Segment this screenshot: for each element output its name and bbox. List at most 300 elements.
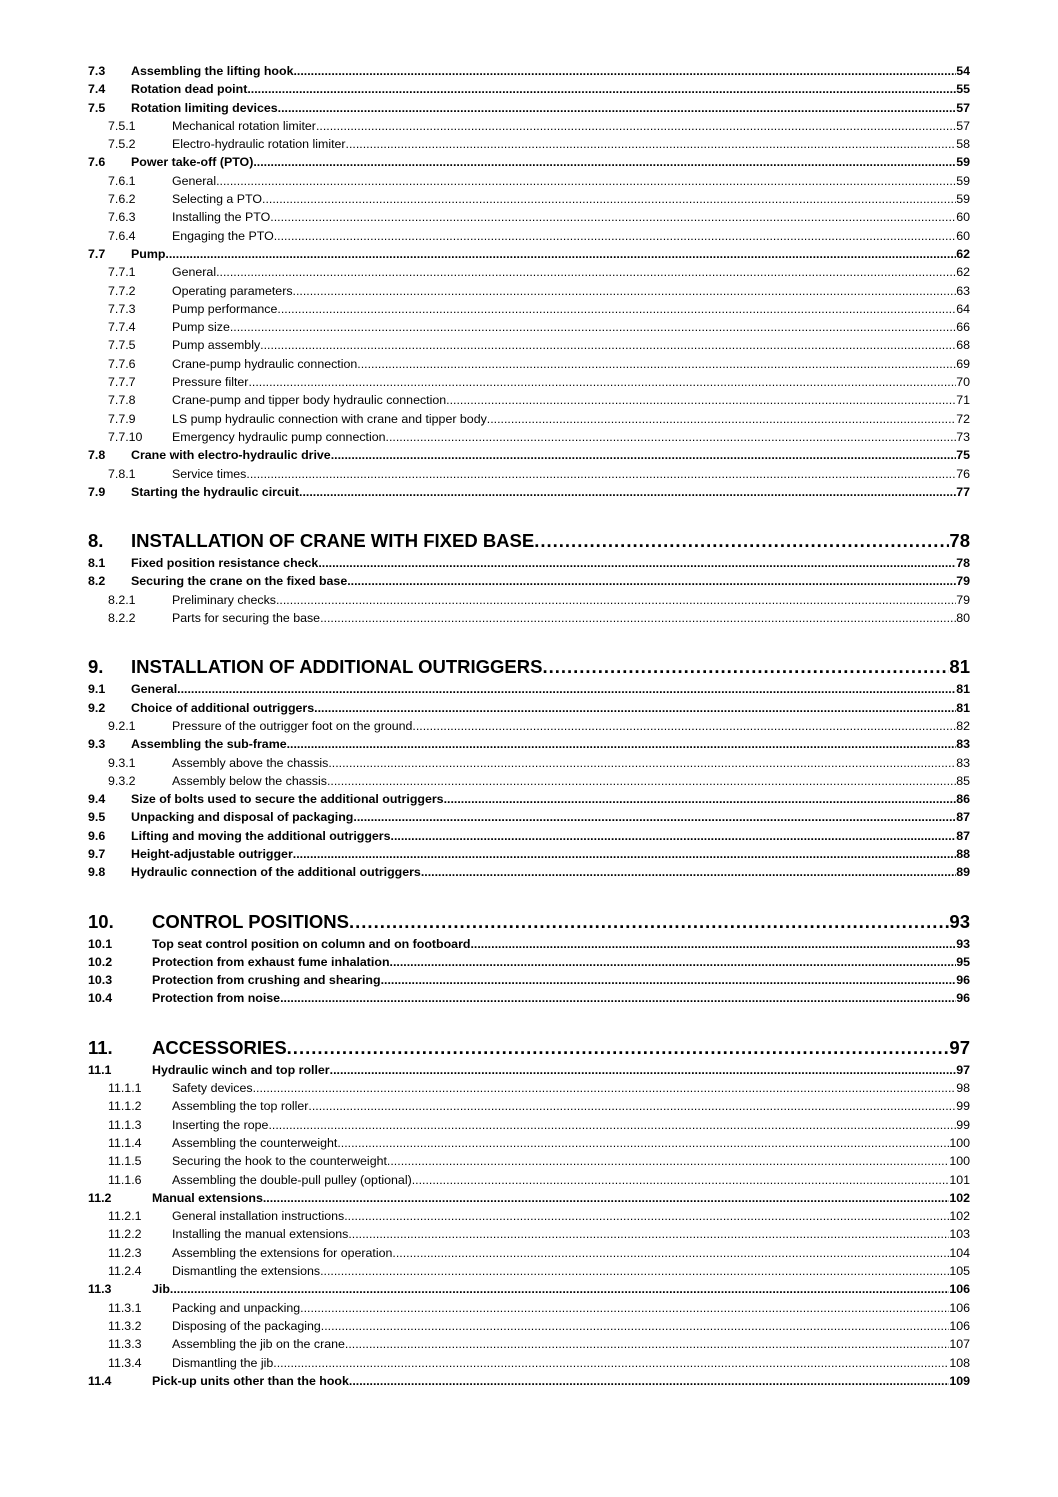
toc-entry-page-number: 59 — [956, 173, 970, 188]
toc-dot-leader — [253, 1081, 957, 1095]
toc-entry-number: 8. — [88, 530, 104, 552]
toc-entry-title: General — [172, 173, 217, 188]
toc-dot-leader — [253, 155, 956, 169]
toc-entry-number: 7.6.3 — [108, 210, 136, 225]
toc-entry-number: 9.1 — [88, 682, 106, 697]
toc-entry-number: 7.6 — [88, 155, 106, 170]
toc-chapter-entry[interactable] — [88, 530, 970, 556]
toc-dot-leader — [260, 338, 956, 352]
toc-dot-leader — [263, 1191, 949, 1205]
toc-entry-number: 10. — [88, 910, 114, 932]
toc-dot-leader — [268, 1118, 956, 1132]
toc-entry-page-number: 87 — [956, 828, 970, 843]
toc-entry-title: Operating parameters — [172, 283, 293, 298]
toc-entry-page-number: 95 — [956, 954, 970, 969]
toc-entry-title: Dismantling the extensions — [172, 1264, 321, 1279]
toc-entry-page-number: 100 — [949, 1154, 970, 1169]
toc-dot-leader — [357, 357, 956, 371]
toc-entry-title: LS pump hydraulic connection with crane and tipper body — [172, 411, 487, 426]
toc-entry-title: Lifting and moving the additional outriggers — [131, 828, 391, 843]
toc-entry-number: 7.8 — [88, 448, 106, 463]
toc-entry-page-number: 89 — [956, 865, 970, 880]
toc-entry-page-number: 108 — [949, 1355, 970, 1370]
toc-entry-number: 7.5 — [88, 100, 106, 115]
toc-subsection-entry[interactable] — [88, 1227, 970, 1245]
toc-entry-number: 11.1.1 — [108, 1081, 142, 1096]
toc-dot-leader — [165, 247, 956, 261]
toc-entry-title: Jib — [152, 1282, 170, 1297]
toc-entry-number: 9.5 — [88, 810, 106, 825]
toc-subsection-entry[interactable] — [88, 412, 970, 430]
toc-entry-title: Crane with electro-hydraulic drive — [131, 448, 331, 463]
toc-entry-number: 10.2 — [88, 954, 113, 969]
toc-dot-leader — [170, 1282, 949, 1296]
toc-entry-number: 11.2 — [88, 1190, 112, 1205]
toc-entry-title: Pump size — [172, 320, 230, 335]
toc-entry-title: Assembling the counterweight — [172, 1135, 338, 1150]
toc-entry-title: Pick-up units other than the hook — [152, 1373, 349, 1388]
toc-entry-title: Pressure of the outrigger foot on the ground — [172, 718, 413, 733]
toc-dot-leader — [348, 1227, 949, 1241]
toc-entry-page-number: 55 — [956, 82, 970, 97]
toc-entry-page-number: 93 — [949, 910, 970, 932]
toc-subsection-entry[interactable] — [88, 1319, 970, 1337]
toc-dot-leader — [353, 810, 956, 824]
toc-entry-number: 8.2.1 — [108, 592, 136, 607]
toc-entry-number: 11. — [88, 1036, 113, 1058]
toc-section-entry[interactable] — [88, 737, 970, 755]
toc-section-entry[interactable] — [88, 64, 970, 82]
toc-entry-number: 7.7 — [88, 246, 106, 261]
toc-section-entry[interactable] — [88, 847, 970, 865]
toc-entry-title: Assembling the lifting hook — [131, 64, 294, 78]
toc-entry-page-number: 87 — [956, 810, 970, 825]
toc-dot-leader — [421, 865, 956, 879]
toc-entry-number: 9.8 — [88, 865, 106, 880]
toc-entry-page-number: 106 — [949, 1318, 970, 1333]
toc-entry-title: INSTALLATION OF ADDITIONAL OUTRIGGERS — [131, 656, 543, 678]
toc-section-entry[interactable] — [88, 829, 970, 847]
toc-entry-title: Assembling the extensions for operation — [172, 1245, 393, 1260]
toc-entry-title: Assembly above the chassis — [172, 755, 329, 770]
toc-dot-leader — [293, 847, 956, 861]
toc-dot-leader — [299, 485, 956, 499]
toc-entry-title: Pump performance — [172, 301, 278, 316]
toc-entry-title: Packing and unpacking — [172, 1300, 301, 1315]
toc-dot-leader — [216, 174, 956, 188]
toc-subsection-entry[interactable] — [88, 756, 970, 774]
toc-entry-title: Unpacking and disposal of packaging — [131, 810, 354, 825]
toc-dot-leader — [349, 1374, 949, 1388]
toc-subsection-entry[interactable] — [88, 1301, 970, 1319]
toc-dot-leader — [318, 556, 956, 570]
toc-entry-title: Manual extensions — [152, 1190, 263, 1205]
toc-entry-title: Safety devices — [172, 1081, 253, 1096]
toc-dot-leader — [287, 737, 957, 751]
toc-section-entry[interactable] — [88, 682, 970, 700]
toc-section-entry[interactable] — [88, 1191, 970, 1209]
toc-dot-leader — [412, 1173, 950, 1187]
toc-dot-leader — [347, 574, 956, 588]
toc-dot-leader — [344, 1209, 949, 1223]
toc-entry-title: Assembling the sub-frame — [131, 737, 287, 752]
toc-section-entry[interactable] — [88, 991, 970, 1009]
toc-entry-number: 8.1 — [88, 556, 106, 571]
toc-entry-title: Pump assembly — [172, 338, 261, 353]
toc-subsection-entry[interactable] — [88, 338, 970, 356]
toc-subsection-entry[interactable] — [88, 284, 970, 302]
toc-entry-page-number: 109 — [949, 1373, 970, 1388]
toc-dot-leader — [300, 1301, 949, 1315]
toc-entry-title: Protection from noise — [152, 991, 281, 1006]
toc-entry-title: Pump — [131, 246, 166, 261]
toc-entry-number: 7.6.2 — [108, 192, 136, 207]
toc-section-entry[interactable] — [88, 101, 970, 119]
toc-entry-title: Protection from crushing and shearing — [152, 973, 381, 988]
toc-subsection-entry[interactable] — [88, 192, 970, 210]
toc-entry-page-number: 54 — [956, 64, 970, 78]
toc-entry-number: 11.1.3 — [108, 1117, 142, 1132]
toc-entry-page-number: 60 — [956, 228, 970, 243]
toc-dot-leader — [276, 593, 956, 607]
toc-subsection-entry[interactable] — [88, 210, 970, 228]
toc-dot-leader — [345, 1337, 949, 1351]
toc-entry-title: Inserting the rope — [172, 1117, 269, 1132]
toc-entry-title: Height-adjustable outrigger — [131, 846, 293, 861]
toc-entry-page-number: 99 — [956, 1117, 970, 1132]
toc-entry-page-number: 86 — [956, 792, 970, 807]
toc-entry-title: CONTROL POSITIONS — [152, 910, 350, 932]
toc-entry-title: Securing the hook to the counterweight — [172, 1154, 387, 1169]
toc-dot-leader — [331, 448, 957, 462]
toc-subsection-entry[interactable] — [88, 1136, 970, 1154]
toc-entry-number: 7.7.8 — [108, 393, 136, 408]
toc-subsection-entry[interactable] — [88, 593, 970, 611]
toc-entry-title: Installing the manual extensions — [172, 1227, 349, 1242]
toc-entry-number: 7.7.5 — [108, 338, 136, 353]
toc-entry-page-number: 83 — [956, 755, 970, 770]
toc-dot-leader — [320, 611, 956, 625]
toc-entry-number: 11.3.1 — [108, 1300, 142, 1315]
toc-entry-number: 7.7.2 — [108, 283, 136, 298]
toc-section-entry[interactable] — [88, 955, 970, 973]
toc-entry-title: Assembling the double-pull pulley (optional) — [172, 1172, 412, 1187]
toc-entry-number: 7.7.3 — [108, 301, 136, 316]
toc-dot-leader — [381, 973, 957, 987]
toc-subsection-entry[interactable] — [88, 1246, 970, 1264]
toc-entry-page-number: 81 — [949, 656, 970, 678]
toc-entry-page-number: 63 — [956, 283, 970, 298]
toc-entry-page-number: 62 — [956, 265, 970, 280]
toc-subsection-entry[interactable] — [88, 393, 970, 411]
toc-dot-leader — [216, 265, 956, 279]
toc-entry-title: Preliminary checks — [172, 592, 276, 607]
toc-entry-title: Assembly below the chassis — [172, 773, 327, 788]
toc-entry-title: Crane-pump and tipper body hydraulic connection — [172, 393, 447, 408]
toc-subsection-entry[interactable] — [88, 1356, 970, 1374]
toc-entry-page-number: 78 — [949, 530, 970, 552]
toc-entry-number: 10.1 — [88, 936, 113, 951]
toc-entry-title: Emergency hydraulic pump connection — [172, 429, 386, 444]
toc-subsection-entry[interactable] — [88, 137, 970, 155]
toc-subsection-entry[interactable] — [88, 1081, 970, 1099]
toc-subsection-entry[interactable] — [88, 357, 970, 375]
toc-entry-page-number: 79 — [956, 592, 970, 607]
toc-section-entry[interactable] — [88, 155, 970, 173]
toc-entry-page-number: 78 — [956, 556, 970, 571]
toc-entry-title: INSTALLATION OF CRANE WITH FIXED BASE — [131, 530, 535, 552]
toc-entry-page-number: 106 — [949, 1300, 970, 1315]
toc-entry-title: Installing the PTO — [172, 210, 271, 225]
toc-dot-leader — [470, 937, 956, 951]
toc-entry-page-number: 98 — [956, 1081, 970, 1096]
toc-chapter-entry[interactable] — [88, 656, 970, 682]
toc-entry-number: 7.9 — [88, 484, 106, 499]
toc-dot-leader — [293, 284, 957, 298]
toc-entry-number: 10.4 — [88, 991, 113, 1006]
toc-entry-title: Rotation dead point — [131, 82, 248, 97]
table-of-contents — [88, 64, 970, 1392]
toc-chapter-entry[interactable] — [88, 1037, 970, 1063]
toc-dot-leader — [444, 792, 957, 806]
toc-dot-leader — [262, 192, 956, 206]
toc-entry-number: 7.5.1 — [108, 118, 136, 133]
toc-entry-title: Parts for securing the base — [172, 611, 321, 626]
toc-dot-leader — [270, 210, 956, 224]
toc-chapter-entry[interactable] — [88, 911, 970, 937]
toc-dot-leader — [446, 393, 956, 407]
toc-entry-page-number: 99 — [956, 1099, 970, 1114]
toc-section-entry[interactable] — [88, 574, 970, 592]
toc-subsection-entry[interactable] — [88, 1154, 970, 1172]
toc-dot-leader — [314, 701, 956, 715]
toc-dot-leader — [293, 64, 956, 78]
toc-dot-leader — [387, 1154, 949, 1168]
toc-subsection-entry[interactable] — [88, 1209, 970, 1227]
toc-entry-page-number: 79 — [956, 574, 970, 589]
toc-entry-number: 7.7.6 — [108, 356, 136, 371]
toc-entry-page-number: 59 — [956, 155, 970, 170]
toc-entry-number: 11.1.5 — [108, 1154, 142, 1169]
toc-entry-number: 11.3.2 — [108, 1318, 142, 1333]
toc-dot-leader — [273, 1356, 949, 1370]
toc-dot-leader — [487, 412, 956, 426]
toc-entry-page-number: 106 — [949, 1282, 970, 1297]
toc-entry-page-number: 70 — [956, 375, 970, 390]
toc-subsection-entry[interactable] — [88, 302, 970, 320]
toc-dot-leader — [349, 911, 949, 933]
toc-entry-number: 9.2.1 — [108, 718, 136, 733]
toc-dot-leader — [534, 530, 949, 552]
toc-section-entry[interactable] — [88, 247, 970, 265]
toc-entry-page-number: 71 — [956, 393, 970, 408]
toc-subsection-entry[interactable] — [88, 1099, 970, 1117]
toc-dot-leader — [392, 1246, 949, 1260]
toc-entry-title: Engaging the PTO — [172, 228, 274, 243]
toc-entry-number: 9.7 — [88, 846, 106, 861]
toc-entry-number: 11.1.6 — [108, 1172, 142, 1187]
toc-dot-leader — [247, 82, 956, 96]
toc-entry-number: 7.7.7 — [108, 375, 136, 390]
toc-entry-page-number: 75 — [956, 448, 970, 463]
toc-subsection-entry[interactable] — [88, 1337, 970, 1355]
toc-entry-title: Starting the hydraulic circuit — [131, 484, 299, 499]
toc-entry-number: 11.1.4 — [108, 1135, 142, 1150]
toc-entry-title: General — [131, 682, 178, 697]
toc-section-entry[interactable] — [88, 973, 970, 991]
toc-entry-number: 7.7.10 — [108, 429, 143, 444]
toc-section-entry[interactable] — [88, 1374, 970, 1392]
toc-dot-leader — [230, 320, 956, 334]
toc-entry-page-number: 59 — [956, 192, 970, 207]
toc-dot-leader — [337, 1136, 949, 1150]
toc-entry-page-number: 58 — [956, 137, 970, 152]
toc-dot-leader — [390, 955, 957, 969]
toc-section-entry[interactable] — [88, 556, 970, 574]
toc-entry-number: 7.4 — [88, 82, 106, 97]
toc-subsection-entry[interactable] — [88, 611, 970, 629]
toc-entry-page-number: 57 — [956, 118, 970, 133]
toc-entry-title: Rotation limiting devices — [131, 100, 278, 115]
toc-entry-page-number: 64 — [956, 301, 970, 316]
toc-entry-number: 9.3.1 — [108, 755, 136, 770]
toc-dot-leader — [278, 101, 957, 115]
toc-entry-title: Crane-pump hydraulic connection — [172, 356, 358, 371]
toc-section-entry[interactable] — [88, 792, 970, 810]
toc-dot-leader — [308, 1099, 956, 1113]
toc-entry-number: 7.7.9 — [108, 411, 136, 426]
toc-subsection-entry[interactable] — [88, 1173, 970, 1191]
toc-entry-page-number: 100 — [949, 1135, 970, 1150]
toc-entry-page-number: 96 — [956, 991, 970, 1006]
toc-subsection-entry[interactable] — [88, 719, 970, 737]
toc-entry-title: Power take-off (PTO) — [131, 155, 254, 170]
toc-entry-number: 11.2.1 — [108, 1209, 142, 1224]
toc-entry-number: 9.6 — [88, 828, 106, 843]
toc-entry-number: 8.2.2 — [108, 611, 136, 626]
toc-subsection-entry[interactable] — [88, 320, 970, 338]
toc-entry-number: 7.7.1 — [108, 265, 136, 280]
toc-subsection-entry[interactable] — [88, 119, 970, 137]
toc-entry-page-number: 72 — [956, 411, 970, 426]
toc-entry-title: Selecting a PTO — [172, 192, 262, 207]
toc-entry-number: 7.5.2 — [108, 137, 136, 152]
toc-entry-number: 11.3.4 — [108, 1355, 142, 1370]
toc-subsection-entry[interactable] — [88, 1264, 970, 1282]
toc-entry-title: Protection from exhaust fume inhalation — [152, 954, 390, 969]
toc-section-entry[interactable] — [88, 1282, 970, 1300]
toc-entry-number: 9.2 — [88, 700, 106, 715]
toc-subsection-entry[interactable] — [88, 1118, 970, 1136]
toc-entry-title: Choice of additional outriggers — [131, 700, 315, 715]
toc-entry-page-number: 57 — [956, 100, 970, 115]
toc-entry-title: General installation instructions — [172, 1209, 345, 1224]
toc-entry-title: Hydraulic winch and top roller — [152, 1062, 330, 1077]
toc-dot-leader — [177, 682, 956, 696]
toc-entry-page-number: 88 — [956, 846, 970, 861]
toc-subsection-entry[interactable] — [88, 229, 970, 247]
toc-entry-number: 7.6.1 — [108, 173, 136, 188]
toc-dot-leader — [320, 1264, 949, 1278]
toc-entry-title: Pressure filter — [172, 375, 249, 390]
toc-entry-number: 7.6.4 — [108, 228, 136, 243]
toc-entry-title: Fixed position resistance check — [131, 556, 319, 571]
toc-dot-leader — [321, 1319, 950, 1333]
toc-entry-title: Hydraulic connection of the additional outriggers — [131, 865, 421, 880]
toc-section-entry[interactable] — [88, 937, 970, 955]
toc-section-entry[interactable] — [88, 485, 970, 503]
toc-entry-title: General — [172, 265, 217, 280]
toc-entry-number: 11.1.2 — [108, 1099, 142, 1114]
toc-entry-title: Assembling the jib on the crane — [172, 1337, 345, 1352]
toc-section-entry[interactable] — [88, 865, 970, 883]
toc-entry-number: 11.2.3 — [108, 1245, 142, 1260]
toc-entry-title: Service times — [172, 466, 247, 481]
toc-entry-page-number: 60 — [956, 210, 970, 225]
toc-subsection-entry[interactable] — [88, 774, 970, 792]
toc-section-entry[interactable] — [88, 1063, 970, 1081]
toc-section-entry[interactable] — [88, 701, 970, 719]
toc-entry-number: 9.3.2 — [108, 773, 136, 788]
toc-dot-leader — [391, 829, 957, 843]
toc-dot-leader — [248, 375, 956, 389]
toc-dot-leader — [412, 719, 956, 733]
toc-dot-leader — [277, 302, 956, 316]
toc-entry-title: Electro-hydraulic rotation limiter — [172, 137, 346, 152]
toc-subsection-entry[interactable] — [88, 265, 970, 283]
toc-subsection-entry[interactable] — [88, 430, 970, 448]
toc-entry-page-number: 85 — [956, 773, 970, 788]
toc-entry-page-number: 104 — [949, 1245, 970, 1260]
toc-dot-leader — [327, 774, 956, 788]
toc-entry-page-number: 80 — [956, 611, 970, 626]
toc-entry-number: 11.3 — [88, 1282, 112, 1297]
toc-entry-title: Assembling the top roller — [172, 1099, 309, 1114]
toc-dot-leader — [274, 229, 956, 243]
toc-entry-number: 11.2.4 — [108, 1264, 142, 1279]
toc-entry-title: Mechanical rotation limiter — [172, 118, 316, 133]
toc-entry-page-number: 107 — [949, 1337, 970, 1352]
toc-entry-title: Disposing of the packaging — [172, 1318, 321, 1333]
toc-subsection-entry[interactable] — [88, 467, 970, 485]
toc-entry-number: 9.3 — [88, 737, 106, 752]
toc-entry-number: 11.1 — [88, 1062, 112, 1077]
toc-dot-leader — [330, 1063, 957, 1077]
toc-subsection-entry[interactable] — [88, 375, 970, 393]
toc-dot-leader — [287, 1037, 950, 1059]
toc-entry-page-number: 73 — [956, 429, 970, 444]
toc-entry-number: 8.2 — [88, 574, 106, 589]
toc-subsection-entry[interactable] — [88, 174, 970, 192]
toc-section-entry[interactable] — [88, 810, 970, 828]
toc-section-entry[interactable] — [88, 82, 970, 100]
toc-entry-number: 7.7.4 — [108, 320, 136, 335]
toc-entry-page-number: 81 — [956, 700, 970, 715]
toc-entry-number: 7.3 — [88, 64, 106, 78]
toc-entry-title: Dismantling the jib — [172, 1355, 274, 1370]
toc-entry-page-number: 105 — [949, 1264, 970, 1279]
toc-dot-leader — [542, 656, 949, 678]
toc-entry-page-number: 97 — [949, 1036, 970, 1058]
toc-dot-leader — [316, 119, 956, 133]
toc-dot-leader — [328, 756, 956, 770]
toc-section-entry[interactable] — [88, 448, 970, 466]
toc-entry-page-number: 96 — [956, 973, 970, 988]
toc-entry-title: Top seat control position on column and on footboard — [152, 936, 471, 951]
toc-entry-page-number: 69 — [956, 356, 970, 371]
toc-entry-number: 11.3.3 — [108, 1337, 142, 1352]
toc-entry-number: 9. — [88, 656, 104, 678]
